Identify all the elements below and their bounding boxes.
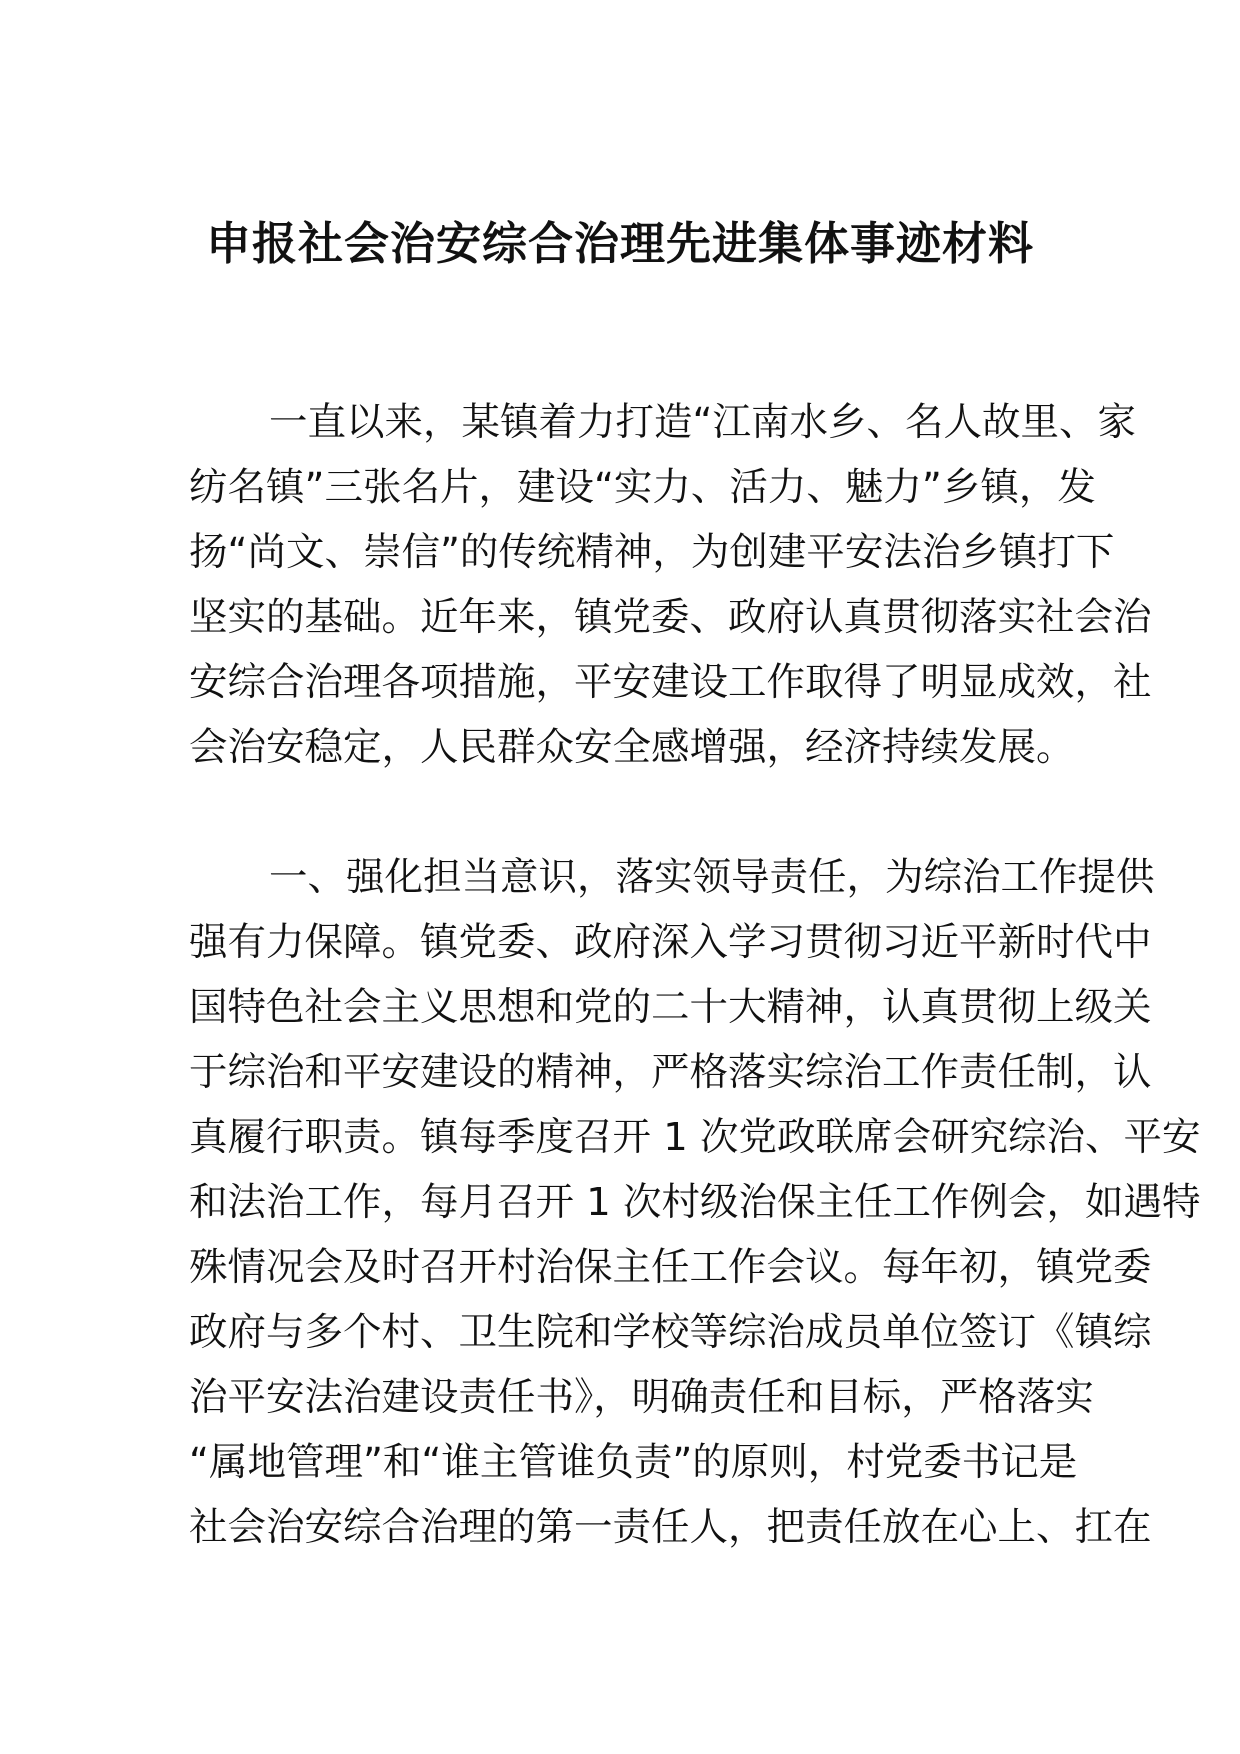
text-line: 一直以来，某镇着力打造“江南水乡、名人故里、家 xyxy=(269,400,1136,445)
text-line: “属地管理”和“谁主管谁负责”的原则，村党委书记是 xyxy=(189,1440,1078,1485)
text-line: 和法治工作，每月召开 1 次村级治保主任工作例会，如遇特 xyxy=(189,1180,1201,1225)
text-line: 于综治和平安建设的精神，严格落实综治工作责任制，认 xyxy=(189,1050,1152,1095)
text-line: 扬“尚文、崇信”的传统精神，为创建平安法治乡镇打下 xyxy=(189,530,1115,575)
text-line: 会治安稳定，人民群众安全感增强，经济持续发展。 xyxy=(189,725,1075,770)
text-line: 真履行职责。镇每季度召开 1 次党政联席会研究综治、平安 xyxy=(189,1115,1201,1160)
document-title: 申报社会治安综合治理先进集体事迹材料 xyxy=(205,217,1034,270)
text-line: 国特色社会主义思想和党的二十大精神，认真贯彻上级关 xyxy=(189,985,1152,1030)
text-line: 社会治安综合治理的第一责任人，把责任放在心上、扛在 xyxy=(189,1505,1152,1550)
text-line: 治平安法治建设责任书》，明确责任和目标，严格落实 xyxy=(189,1375,1094,1420)
paragraph-intro xyxy=(189,390,1152,780)
text-line: 坚实的基础。近年来，镇党委、政府认真贯彻落实社会治 xyxy=(189,595,1152,640)
text-line: 一、强化担当意识，落实领导责任，为综治工作提供 xyxy=(269,855,1155,900)
text-line: 纺名镇”三张名片，建设“实力、活力、魅力”乡镇，发 xyxy=(189,465,1096,510)
text-line: 殊情况会及时召开村治保主任工作会议。每年初，镇党委 xyxy=(189,1245,1152,1290)
text-line: 安综合治理各项措施，平安建设工作取得了明显成效，社 xyxy=(189,660,1152,705)
paragraph-section-one xyxy=(189,845,1201,1560)
text-line: 强有力保障。镇党委、政府深入学习贯彻习近平新时代中 xyxy=(189,920,1152,965)
text-line: 政府与多个村、卫生院和学校等综治成员单位签订《镇综 xyxy=(189,1310,1152,1355)
